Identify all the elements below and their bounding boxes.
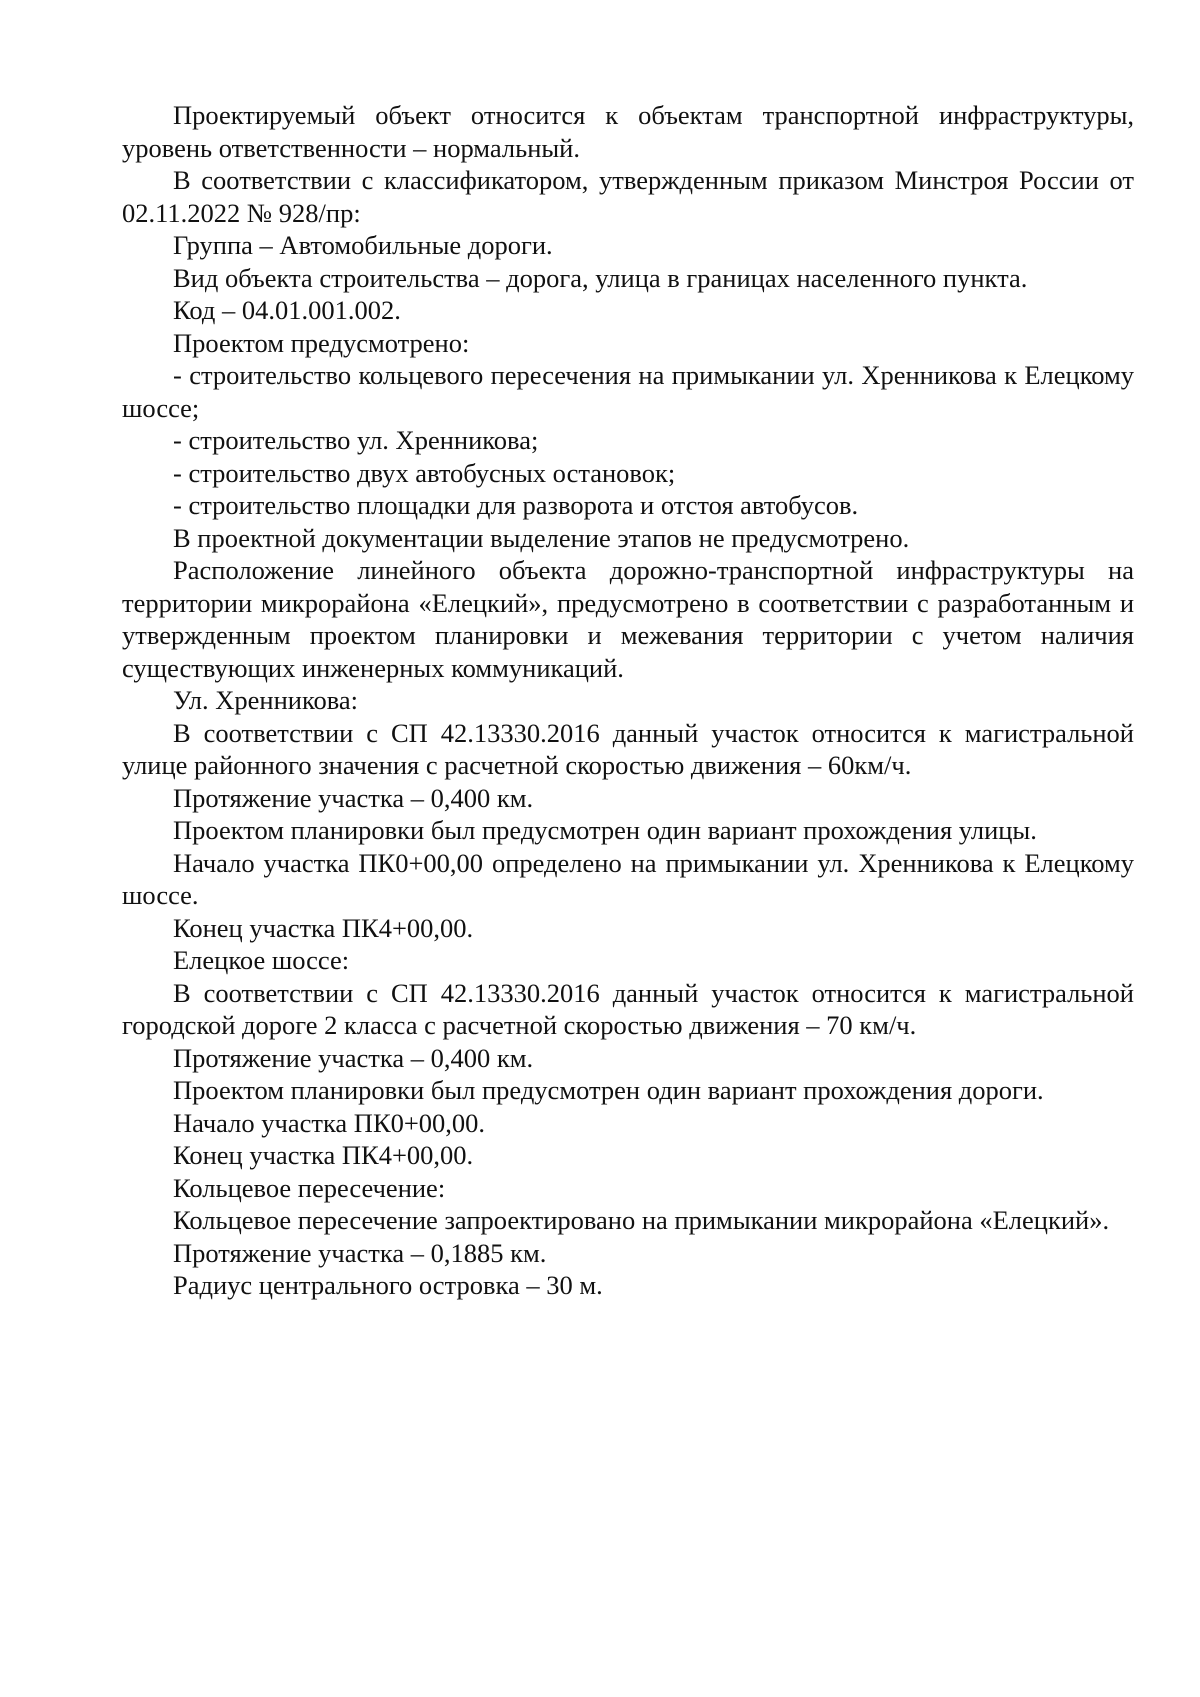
list-item-roundabout: - строительство кольцевого пересечения на примыкании ул. Хренникова к Елецкому шоссе; <box>122 360 1134 423</box>
section-heading-khrennikova: Ул. Хренникова: <box>173 685 359 715</box>
paragraph-roundabout-design: Кольцевое пересечение запроектировано на примыкании микрорайона «Елецкий». <box>173 1205 1110 1235</box>
paragraph-yeletskoe-end: Конец участка ПК4+00,00. <box>173 1140 474 1170</box>
paragraph-stages: В проектной документации выделение этапов не предусмотрено. <box>173 522 910 553</box>
paragraph-location: Расположение линейного объекта дорожно-транспортной инфраструктуры на территории микрорайона «Елецкий», предусмотрено в соответствии с разработанным и утвержденным проектом планировки и межевания территории с учетом наличия существующих инженерных коммуникаций. <box>122 555 1134 683</box>
paragraph-khrennikova-length: Протяжение участка – 0,400 км. <box>173 782 534 813</box>
paragraph-object-type: Вид объекта строительства – дорога, улица в границах населенного пункта. <box>173 262 1028 293</box>
section-heading-roundabout: Кольцевое пересечение: <box>173 1172 446 1203</box>
paragraph-yeletskoe-length: Протяжение участка – 0,400 км. <box>173 1042 534 1073</box>
paragraph-yeletskoe-class: В соответствии с СП 42.13330.2016 данный участок относится к магистральной городской дороге 2 класса с расчетной скоростью движения – 70 км/ч. <box>122 977 1134 1040</box>
paragraph-yeletskoe-start: Начало участка ПК0+00,00. <box>173 1107 486 1138</box>
paragraph-roundabout-radius: Радиус центрального островка – 30 м. <box>173 1270 603 1300</box>
paragraph-khrennikova-start: Начало участка ПК0+00,00 определено на примыкании ул. Хренникова к Елецкому шоссе. <box>122 847 1134 910</box>
list-item-street: - строительство ул. Хренникова; <box>173 425 539 455</box>
paragraph-group: Группа – Автомобильные дороги. <box>173 230 553 260</box>
paragraph-code: Код – 04.01.001.002. <box>173 295 401 325</box>
paragraph-classifier: В соответствии с классификатором, утвержденным приказом Минстроя России от 02.11.2022 № 928/пр: <box>122 165 1134 228</box>
paragraph-roundabout-length: Протяжение участка – 0,1885 км. <box>173 1237 547 1268</box>
paragraph-khrennikova-class: В соответствии с СП 42.13330.2016 данный участок относится к магистральной улице районного значения с расчетной скоростью движения – 60км/ч. <box>122 717 1134 780</box>
paragraph-yeletskoe-variant: Проектом планировки был предусмотрен один вариант прохождения дороги. <box>173 1075 1044 1105</box>
section-heading-yeletskoe: Елецкое шоссе: <box>173 945 350 975</box>
paragraph-object-category: Проектируемый объект относится к объектам транспортной инфраструктуры, уровень ответственности – нормальный. <box>122 100 1134 163</box>
paragraph-khrennikova-end: Конец участка ПК4+00,00. <box>173 912 474 943</box>
paragraph-project-provides: Проектом предусмотрено: <box>173 327 470 358</box>
list-item-bus-stops: - строительство двух автобусных остановок; <box>173 457 676 488</box>
list-item-bus-area: - строительство площадки для разворота и отстоя автобусов. <box>173 490 859 520</box>
paragraph-khrennikova-variant: Проектом планировки был предусмотрен один вариант прохождения улицы. <box>173 815 1037 845</box>
document-page <box>122 99 1134 1302</box>
